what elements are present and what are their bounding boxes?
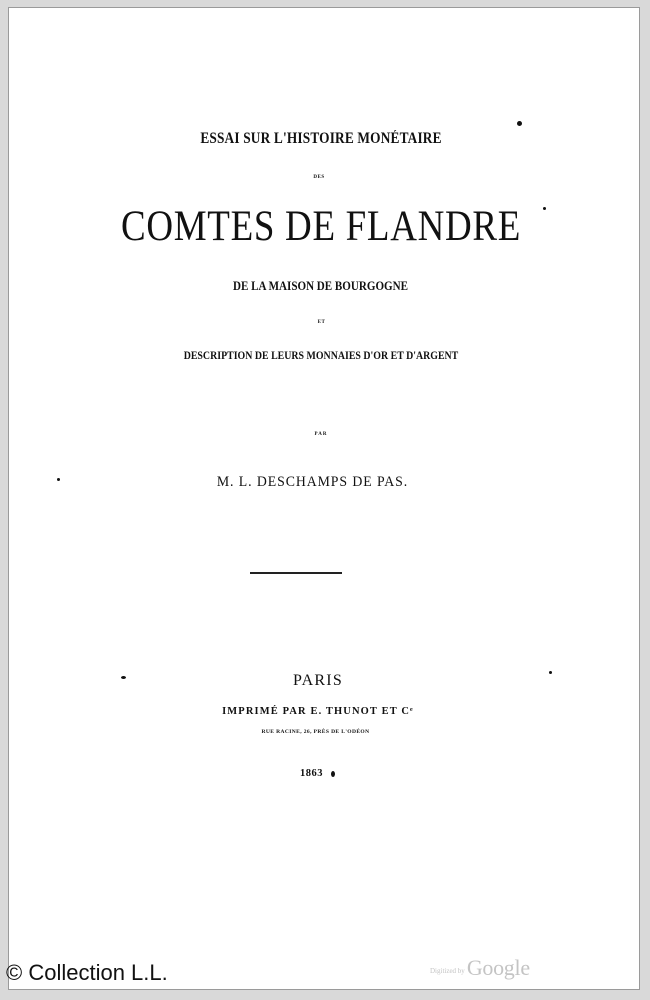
ink-speck bbox=[517, 121, 522, 126]
scanned-page bbox=[8, 7, 640, 990]
imprint-year: 1863 bbox=[300, 768, 323, 779]
imprint-city: PARIS bbox=[293, 672, 343, 689]
title-line-des: DES bbox=[313, 175, 325, 180]
divider-rule bbox=[250, 572, 342, 574]
ink-speck bbox=[57, 478, 60, 481]
ink-speck bbox=[549, 671, 552, 674]
author-line: M. L. DESCHAMPS DE PAS. bbox=[216, 474, 409, 490]
imprint-printer: IMPRIMÉ PAR E. THUNOT ET Cᵉ bbox=[222, 705, 414, 717]
ink-speck bbox=[331, 771, 335, 777]
copyright-caption: © Collection L.L. bbox=[6, 960, 168, 985]
ink-speck bbox=[121, 676, 126, 679]
digitizer-watermark bbox=[430, 955, 530, 981]
title-line-maison: DE LA MAISON DE BOURGOGNE bbox=[233, 278, 408, 293]
title-line-et: ET bbox=[317, 320, 326, 325]
google-logo: Google bbox=[466, 955, 530, 980]
ink-speck bbox=[543, 207, 546, 210]
title-line-par: PAR bbox=[314, 432, 328, 437]
imprint-address: RUE RACINE, 26, PRÈS DE L'ODÉON bbox=[261, 729, 370, 735]
main-title: COMTES DE FLANDRE bbox=[120, 203, 522, 250]
title-line-description: DESCRIPTION DE LEURS MONNAIES D'OR ET D'ARGENT bbox=[183, 350, 459, 362]
watermark-caption: Digitized by bbox=[430, 967, 465, 976]
title-line-essai: ESSAI SUR L'HISTOIRE MONÉTAIRE bbox=[200, 130, 442, 147]
